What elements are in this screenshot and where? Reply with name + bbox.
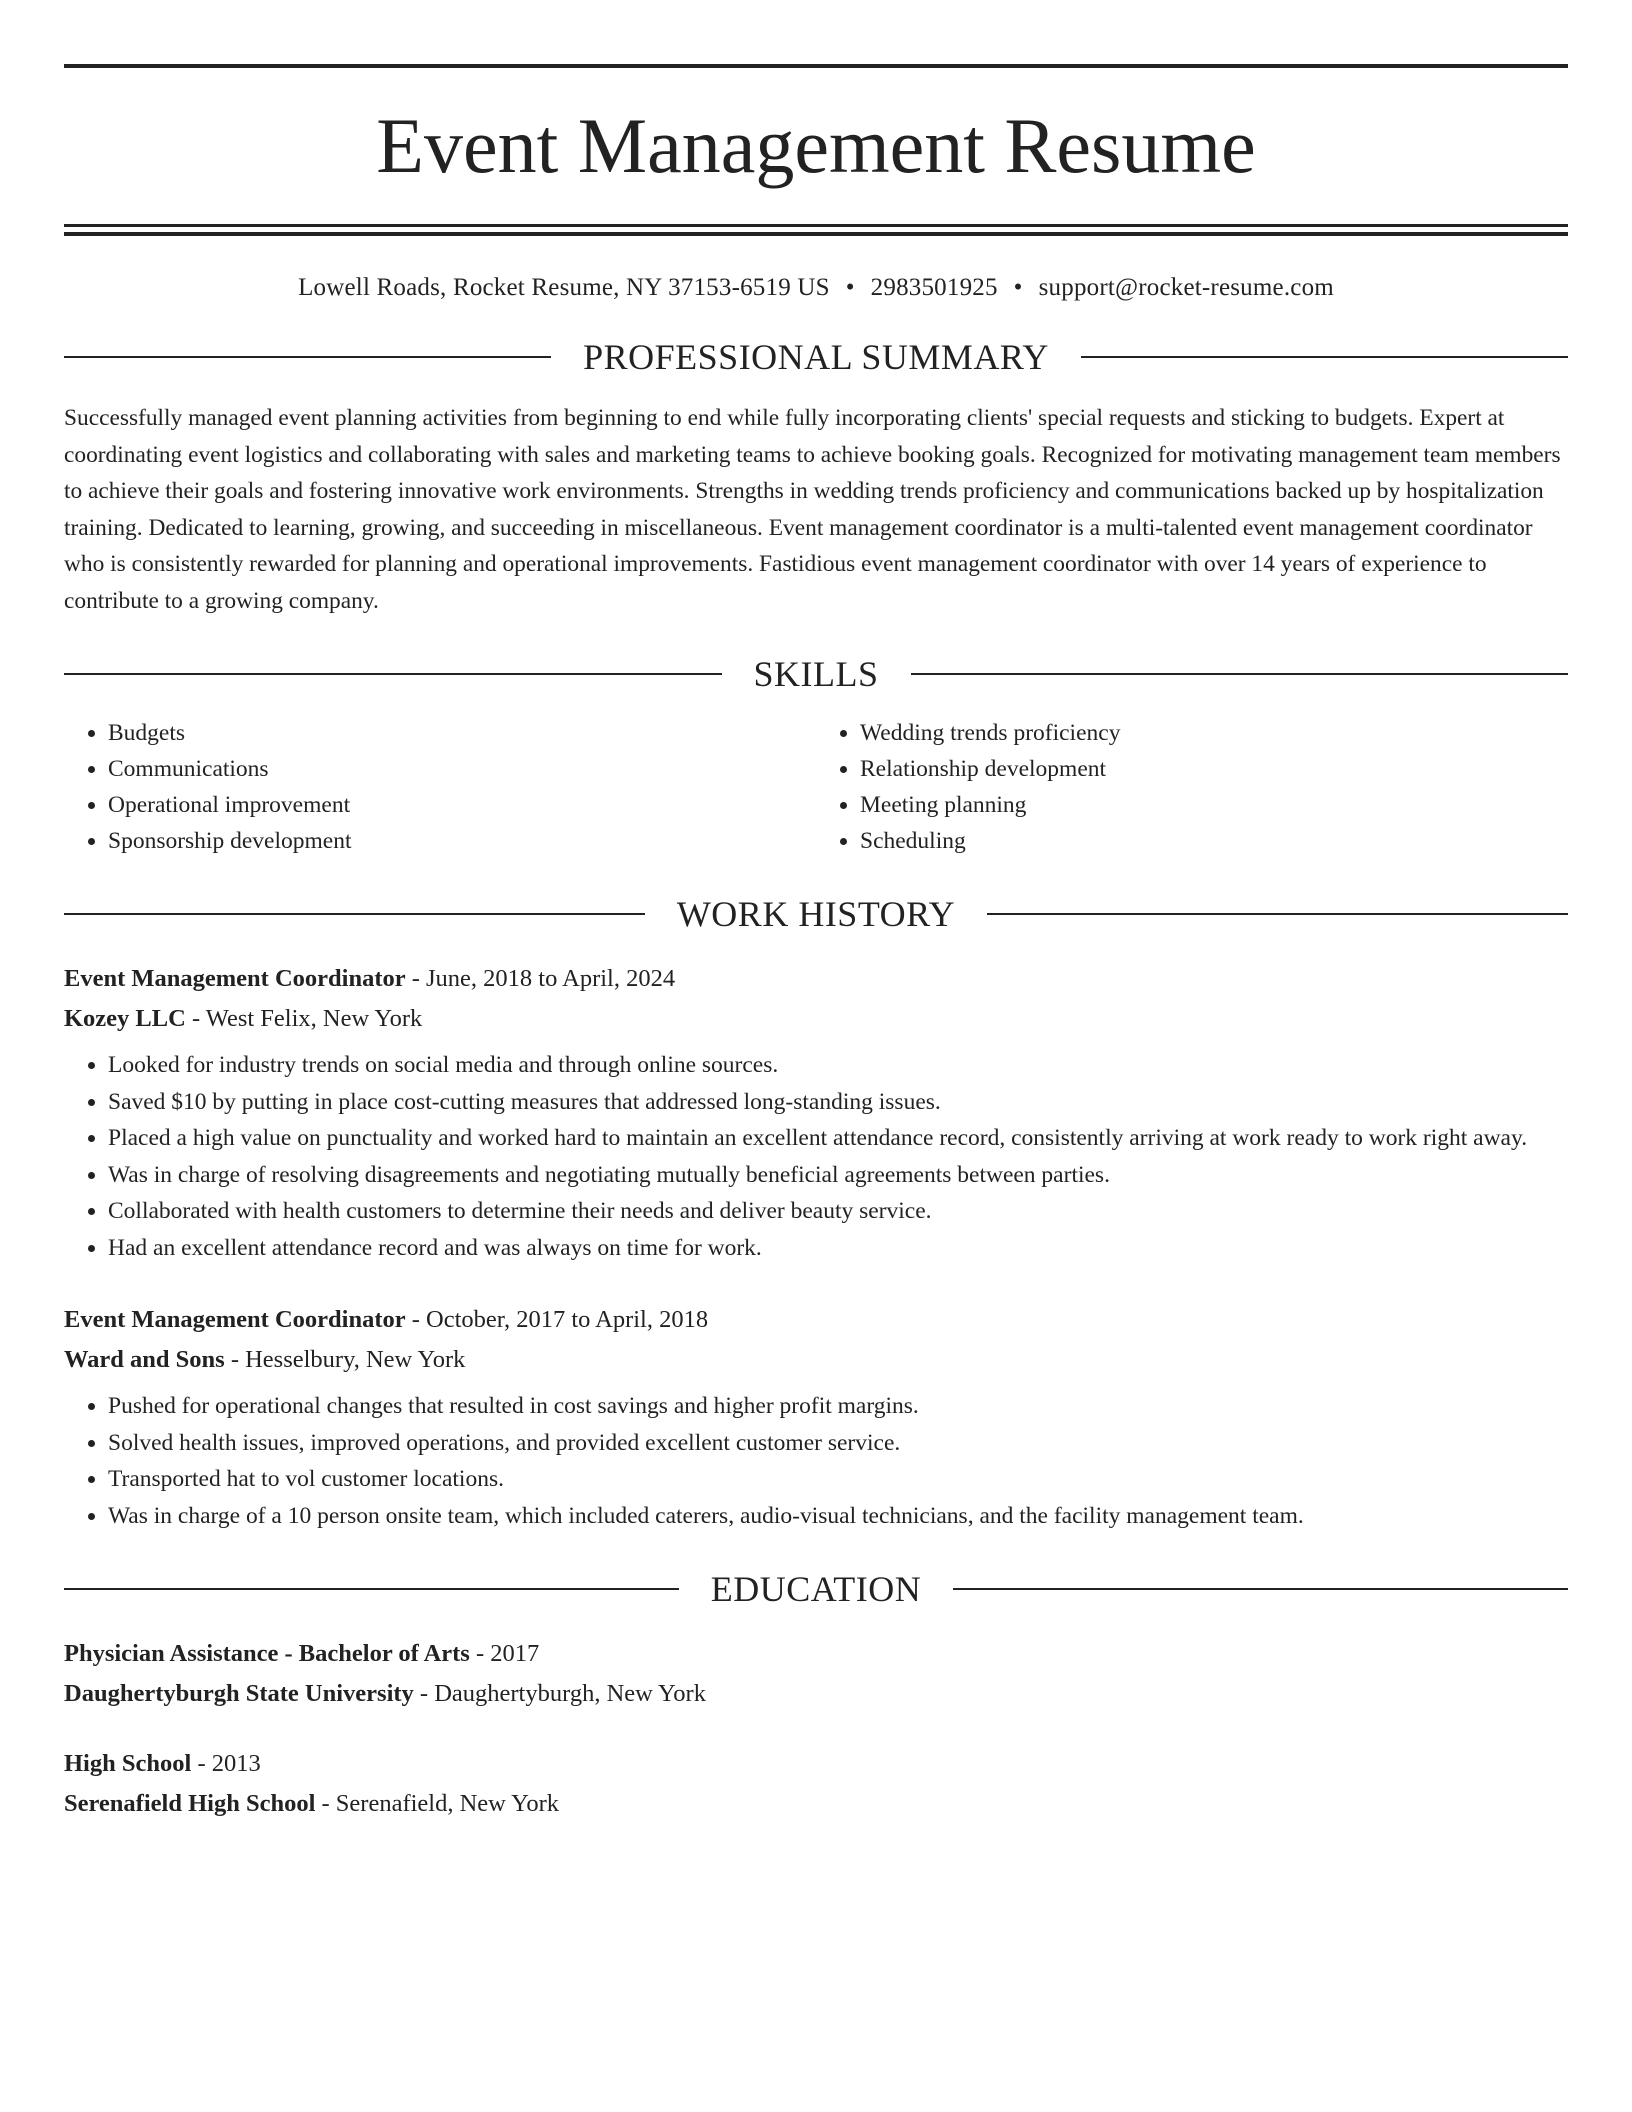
job-dates: - June, 2018 to April, 2024: [405, 965, 676, 992]
education-school-line: [64, 1674, 1568, 1714]
skills-list: [64, 715, 1568, 859]
heading-rule-left: [64, 356, 551, 358]
contact-address: Lowell Roads, Rocket Resume, NY 37153-6519 US: [298, 274, 830, 301]
education-degree: Physician Assistance - Bachelor of Arts: [64, 1640, 470, 1667]
contact-separator: •: [845, 274, 855, 301]
education-school: Serenafield High School: [64, 1790, 316, 1817]
job-title-line: [64, 959, 1568, 999]
job-dates: - October, 2017 to April, 2018: [405, 1306, 709, 1333]
education-degree-line: [64, 1744, 1568, 1784]
education-year: - 2017: [469, 1640, 540, 1667]
education-degree: High School: [64, 1750, 192, 1777]
education-location: - Serenafield, New York: [315, 1790, 559, 1817]
job-location: - Hesselbury, New York: [224, 1346, 466, 1373]
resume-title: Event Management Resume: [376, 102, 1256, 189]
job-bullet: • Was in charge of resolving disagreements and negotiating mutually beneficial agreements between parties.: [108, 1157, 1568, 1194]
education-entry: [64, 1744, 1568, 1824]
work-heading-label: WORK HISTORY: [676, 894, 956, 934]
job-bullet: • Looked for industry trends on social media and through online sources.: [108, 1047, 1568, 1084]
skills-section-heading: [64, 653, 1568, 695]
skill-item: • Scheduling: [860, 823, 1568, 859]
heading-rule-right: [1081, 356, 1568, 358]
skills-heading-label: SKILLS: [753, 654, 879, 694]
contact-email: support@rocket-resume.com: [1038, 274, 1334, 301]
job-bullets: [64, 1047, 1568, 1266]
resume-page: [64, 64, 1568, 1824]
heading-rule-left: [64, 1588, 679, 1590]
skill-item: • Operational improvement: [108, 787, 816, 823]
job-company-line: [64, 1340, 1568, 1380]
job-bullet: • Collaborated with health customers to determine their needs and deliver beauty service.: [108, 1193, 1568, 1230]
summary-section-heading: [64, 336, 1568, 378]
education-entry: [64, 1634, 1568, 1714]
job-bullets: [64, 1388, 1568, 1534]
job-entry: [64, 959, 1568, 1266]
job-bullet: • Solved health issues, improved operations, and provided excellent customer service.: [108, 1425, 1568, 1462]
job-bullet: • Saved $10 by putting in place cost-cutting measures that addressed long-standing issues.: [108, 1084, 1568, 1121]
contact-line: [64, 274, 1568, 302]
skill-item: • Relationship development: [860, 751, 1568, 787]
job-title-line: [64, 1300, 1568, 1340]
job-bullet: • Pushed for operational changes that resulted in cost savings and higher profit margins.: [108, 1388, 1568, 1425]
contact-separator: •: [1013, 274, 1023, 301]
contact-phone: 2983501925: [870, 274, 998, 301]
skill-item: • Meeting planning: [860, 787, 1568, 823]
job-title: Event Management Coordinator: [64, 965, 406, 992]
education-year: - 2013: [191, 1750, 261, 1777]
heading-rule-left: [64, 913, 645, 915]
job-bullet: • Transported hat to vol customer locations.: [108, 1461, 1568, 1498]
education-school: Daughertyburgh State University: [64, 1680, 414, 1707]
skill-item: • Wedding trends proficiency: [860, 715, 1568, 751]
work-section-heading: [64, 893, 1568, 935]
skill-item: • Sponsorship development: [108, 823, 816, 859]
job-location: - West Felix, New York: [185, 1005, 423, 1032]
skill-item: • Budgets: [108, 715, 816, 751]
title-double-rule: [64, 224, 1568, 236]
education-location: - Daughertyburgh, New York: [413, 1680, 706, 1707]
job-title: Event Management Coordinator: [64, 1306, 406, 1333]
heading-rule-left: [64, 673, 722, 675]
job-company: Kozey LLC: [64, 1005, 186, 1032]
skills-column-right: [816, 715, 1568, 859]
summary-heading-label: PROFESSIONAL SUMMARY: [583, 337, 1049, 377]
heading-rule-right: [953, 1588, 1568, 1590]
job-bullet: • Was in charge of a 10 person onsite team, which included caterers, audio-visual technicians, and the facility management team.: [108, 1498, 1568, 1535]
top-rule: [64, 64, 1568, 68]
job-entry: [64, 1300, 1568, 1534]
job-company: Ward and Sons: [64, 1346, 225, 1373]
education-school-line: [64, 1784, 1568, 1824]
job-bullet: • Placed a high value on punctuality and worked hard to maintain an excellent attendance record, consistently arriving at work ready to work right away.: [108, 1120, 1568, 1157]
skill-item: • Communications: [108, 751, 816, 787]
job-bullet: • Had an excellent attendance record and was always on time for work.: [108, 1230, 1568, 1267]
education-degree-line: [64, 1634, 1568, 1674]
education-section-heading: [64, 1568, 1568, 1610]
skills-column-left: [64, 715, 816, 859]
job-company-line: [64, 999, 1568, 1039]
heading-rule-right: [987, 913, 1568, 915]
summary-paragraph: Successfully managed event planning activities from beginning to end while fully incorporating clients' special requests and sticking to budgets. Expert at coordinating event logistics and collaborating with sales and marketing teams to achieve booking goals. Recognized for motivating management team members to achieve their goals and fostering innovative work environments. Strengths in wedding trends proficiency and communications backed up by hospitalization training. Dedicated to learning, growing, and succeeding in miscellaneous. Event management coordinator is a multi-talented event management coordinator who is consistently rewarded for planning and operational improvements. Fastidious event management coordinator with over 14 years of experience to contribute to a growing company.: [64, 405, 1561, 614]
education-heading-label: EDUCATION: [710, 1569, 922, 1609]
heading-rule-right: [911, 673, 1569, 675]
